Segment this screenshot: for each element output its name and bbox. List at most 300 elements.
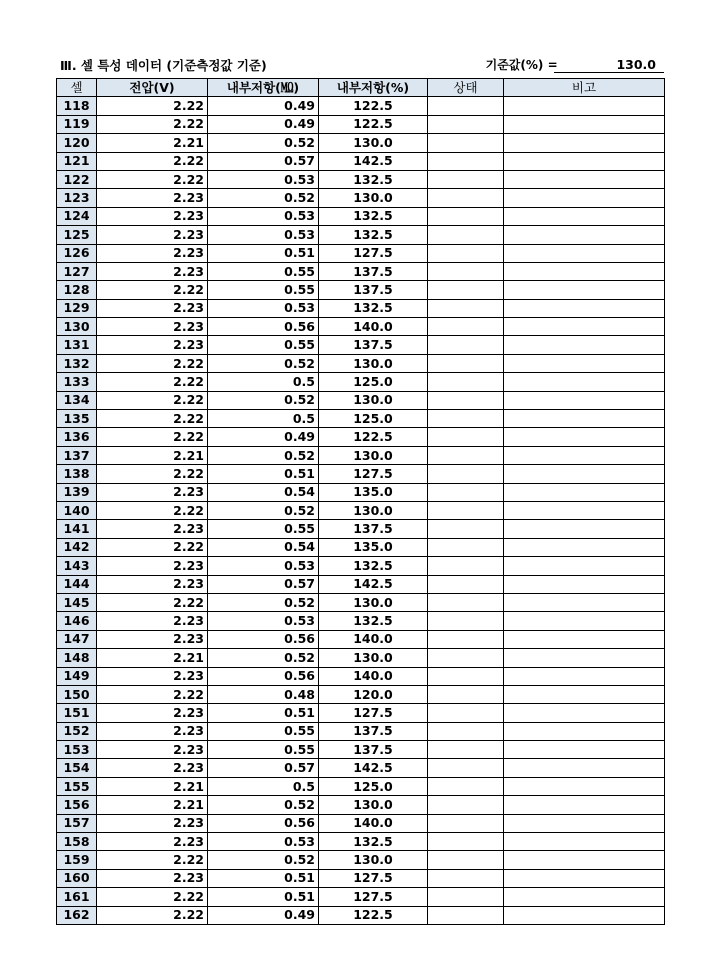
voltage-value: 2.23	[97, 557, 208, 575]
status-value	[428, 777, 504, 795]
remarks-value	[504, 685, 665, 703]
voltage-value: 2.23	[97, 741, 208, 759]
resistance-percent-value: 140.0	[319, 667, 428, 685]
resistance-value: 0.55	[208, 741, 319, 759]
table-row	[57, 612, 665, 630]
table-row	[57, 906, 665, 924]
table-row	[57, 115, 665, 133]
remarks-value	[504, 649, 665, 667]
status-value	[428, 612, 504, 630]
cell-number: 142	[57, 538, 97, 556]
remarks-value	[504, 446, 665, 464]
table-row	[57, 465, 665, 483]
table-row	[57, 538, 665, 556]
cell-number: 141	[57, 520, 97, 538]
status-value	[428, 906, 504, 924]
resistance-value: 0.53	[208, 207, 319, 225]
resistance-value: 0.53	[208, 170, 319, 188]
status-value	[428, 814, 504, 832]
resistance-percent-value: 127.5	[319, 244, 428, 262]
table-row	[57, 244, 665, 262]
resistance-percent-value: 130.0	[319, 649, 428, 667]
voltage-value: 2.22	[97, 538, 208, 556]
remarks-value	[504, 226, 665, 244]
table-row	[57, 299, 665, 317]
remarks-value	[504, 796, 665, 814]
cell-number: 126	[57, 244, 97, 262]
resistance-value: 0.51	[208, 704, 319, 722]
status-value	[428, 520, 504, 538]
resistance-percent-value: 125.0	[319, 410, 428, 428]
resistance-percent-value: 137.5	[319, 520, 428, 538]
table-row	[57, 373, 665, 391]
cell-number: 150	[57, 685, 97, 703]
voltage-value: 2.22	[97, 593, 208, 611]
voltage-value: 2.23	[97, 189, 208, 207]
cell-number: 152	[57, 722, 97, 740]
status-value	[428, 759, 504, 777]
resistance-value: 0.5	[208, 410, 319, 428]
cell-number: 134	[57, 391, 97, 409]
remarks-value	[504, 501, 665, 519]
resistance-value: 0.52	[208, 134, 319, 152]
remarks-value	[504, 833, 665, 851]
cell-number: 133	[57, 373, 97, 391]
resistance-percent-value: 127.5	[319, 704, 428, 722]
voltage-value: 2.21	[97, 649, 208, 667]
status-value	[428, 722, 504, 740]
status-value	[428, 557, 504, 575]
resistance-percent-value: 137.5	[319, 262, 428, 280]
resistance-percent-value: 130.0	[319, 796, 428, 814]
cell-number: 147	[57, 630, 97, 648]
status-value	[428, 796, 504, 814]
resistance-percent-value: 132.5	[319, 207, 428, 225]
remarks-value	[504, 115, 665, 133]
resistance-percent-value: 137.5	[319, 336, 428, 354]
status-value	[428, 593, 504, 611]
cell-number: 132	[57, 354, 97, 372]
resistance-value: 0.55	[208, 281, 319, 299]
remarks-value	[504, 483, 665, 501]
resistance-value: 0.56	[208, 814, 319, 832]
resistance-value: 0.53	[208, 226, 319, 244]
voltage-value: 2.22	[97, 115, 208, 133]
remarks-value	[504, 373, 665, 391]
table-row	[57, 888, 665, 906]
table-row	[57, 226, 665, 244]
status-value	[428, 244, 504, 262]
remarks-value	[504, 299, 665, 317]
status-value	[428, 134, 504, 152]
resistance-percent-value: 125.0	[319, 777, 428, 795]
resistance-value: 0.52	[208, 354, 319, 372]
resistance-percent-value: 130.0	[319, 189, 428, 207]
resistance-value: 0.49	[208, 97, 319, 115]
voltage-value: 2.22	[97, 152, 208, 170]
table-row	[57, 667, 665, 685]
status-value	[428, 446, 504, 464]
table-row	[57, 869, 665, 887]
cell-number: 146	[57, 612, 97, 630]
cell-number: 158	[57, 833, 97, 851]
cell-number: 151	[57, 704, 97, 722]
voltage-value: 2.23	[97, 667, 208, 685]
resistance-value: 0.55	[208, 262, 319, 280]
resistance-percent-value: 137.5	[319, 281, 428, 299]
remarks-value	[504, 520, 665, 538]
remarks-value	[504, 851, 665, 869]
voltage-value: 2.23	[97, 833, 208, 851]
reference-value-box	[486, 56, 664, 73]
resistance-percent-value: 137.5	[319, 741, 428, 759]
remarks-value	[504, 391, 665, 409]
resistance-value: 0.54	[208, 483, 319, 501]
voltage-value: 2.22	[97, 410, 208, 428]
voltage-value: 2.22	[97, 281, 208, 299]
resistance-percent-value: 132.5	[319, 226, 428, 244]
voltage-value: 2.22	[97, 851, 208, 869]
voltage-value: 2.23	[97, 814, 208, 832]
remarks-value	[504, 630, 665, 648]
remarks-value	[504, 593, 665, 611]
remarks-value	[504, 354, 665, 372]
cell-number: 145	[57, 593, 97, 611]
resistance-percent-value: 130.0	[319, 134, 428, 152]
voltage-value: 2.23	[97, 207, 208, 225]
voltage-value: 2.22	[97, 97, 208, 115]
cell-number: 149	[57, 667, 97, 685]
resistance-percent-value: 122.5	[319, 115, 428, 133]
voltage-value: 2.22	[97, 501, 208, 519]
table-row	[57, 704, 665, 722]
resistance-value: 0.56	[208, 318, 319, 336]
status-value	[428, 575, 504, 593]
table-row	[57, 207, 665, 225]
header-status: 상태	[428, 79, 504, 97]
remarks-value	[504, 428, 665, 446]
table-row	[57, 170, 665, 188]
resistance-percent-value: 122.5	[319, 428, 428, 446]
resistance-percent-value: 130.0	[319, 446, 428, 464]
status-value	[428, 428, 504, 446]
status-value	[428, 207, 504, 225]
resistance-percent-value: 127.5	[319, 465, 428, 483]
title-row	[58, 56, 664, 76]
remarks-value	[504, 667, 665, 685]
resistance-value: 0.53	[208, 557, 319, 575]
voltage-value: 2.22	[97, 354, 208, 372]
resistance-value: 0.55	[208, 722, 319, 740]
remarks-value	[504, 557, 665, 575]
remarks-value	[504, 262, 665, 280]
table-row	[57, 833, 665, 851]
resistance-percent-value: 140.0	[319, 630, 428, 648]
cell-number: 121	[57, 152, 97, 170]
status-value	[428, 410, 504, 428]
cell-number: 130	[57, 318, 97, 336]
status-value	[428, 97, 504, 115]
table-row	[57, 428, 665, 446]
status-value	[428, 685, 504, 703]
remarks-value	[504, 134, 665, 152]
voltage-value: 2.23	[97, 262, 208, 280]
status-value	[428, 704, 504, 722]
voltage-value: 2.22	[97, 391, 208, 409]
status-value	[428, 483, 504, 501]
cell-number: 138	[57, 465, 97, 483]
resistance-percent-value: 132.5	[319, 833, 428, 851]
resistance-value: 0.52	[208, 649, 319, 667]
resistance-percent-value: 132.5	[319, 612, 428, 630]
cell-number: 155	[57, 777, 97, 795]
cell-number: 159	[57, 851, 97, 869]
remarks-value	[504, 97, 665, 115]
voltage-value: 2.23	[97, 483, 208, 501]
cell-number: 161	[57, 888, 97, 906]
table-row	[57, 649, 665, 667]
resistance-value: 0.55	[208, 336, 319, 354]
table-row	[57, 410, 665, 428]
resistance-percent-value: 130.0	[319, 391, 428, 409]
remarks-value	[504, 465, 665, 483]
resistance-value: 0.49	[208, 115, 319, 133]
cell-number: 118	[57, 97, 97, 115]
table-row	[57, 759, 665, 777]
resistance-value: 0.52	[208, 796, 319, 814]
status-value	[428, 391, 504, 409]
voltage-value: 2.23	[97, 520, 208, 538]
resistance-value: 0.5	[208, 373, 319, 391]
resistance-percent-value: 122.5	[319, 97, 428, 115]
table-row	[57, 722, 665, 740]
remarks-value	[504, 704, 665, 722]
remarks-value	[504, 538, 665, 556]
voltage-value: 2.21	[97, 134, 208, 152]
header-resistance-percent: 내부저항(%)	[319, 79, 428, 97]
voltage-value: 2.22	[97, 465, 208, 483]
table-row	[57, 520, 665, 538]
reference-value: 130.0	[554, 57, 664, 73]
resistance-percent-value: 130.0	[319, 354, 428, 372]
voltage-value: 2.23	[97, 612, 208, 630]
resistance-value: 0.53	[208, 833, 319, 851]
cell-number: 136	[57, 428, 97, 446]
reference-label: 기준값(%) =	[485, 58, 558, 72]
voltage-value: 2.23	[97, 336, 208, 354]
cell-number: 143	[57, 557, 97, 575]
cell-number: 137	[57, 446, 97, 464]
table-row	[57, 189, 665, 207]
cell-number: 139	[57, 483, 97, 501]
cell-number: 123	[57, 189, 97, 207]
voltage-value: 2.23	[97, 630, 208, 648]
resistance-percent-value: 142.5	[319, 575, 428, 593]
resistance-value: 0.57	[208, 152, 319, 170]
resistance-value: 0.52	[208, 501, 319, 519]
voltage-value: 2.21	[97, 446, 208, 464]
status-value	[428, 649, 504, 667]
table-row	[57, 593, 665, 611]
table-row	[57, 446, 665, 464]
resistance-value: 0.51	[208, 888, 319, 906]
remarks-value	[504, 152, 665, 170]
header-cell: 셀	[57, 79, 97, 97]
voltage-value: 2.22	[97, 170, 208, 188]
resistance-value: 0.49	[208, 428, 319, 446]
resistance-value: 0.49	[208, 906, 319, 924]
table-row	[57, 281, 665, 299]
status-value	[428, 888, 504, 906]
status-value	[428, 115, 504, 133]
status-value	[428, 741, 504, 759]
voltage-value: 2.23	[97, 869, 208, 887]
remarks-value	[504, 170, 665, 188]
resistance-value: 0.52	[208, 189, 319, 207]
remarks-value	[504, 722, 665, 740]
resistance-value: 0.56	[208, 667, 319, 685]
voltage-value: 2.23	[97, 759, 208, 777]
remarks-value	[504, 336, 665, 354]
remarks-value	[504, 189, 665, 207]
resistance-value: 0.5	[208, 777, 319, 795]
voltage-value: 2.22	[97, 373, 208, 391]
resistance-percent-value: 130.0	[319, 501, 428, 519]
resistance-value: 0.52	[208, 446, 319, 464]
remarks-value	[504, 207, 665, 225]
cell-data-table	[56, 78, 665, 925]
cell-number: 154	[57, 759, 97, 777]
header-voltage: 전압(V)	[97, 79, 208, 97]
cell-number: 144	[57, 575, 97, 593]
voltage-value: 2.23	[97, 244, 208, 262]
table-row	[57, 630, 665, 648]
resistance-value: 0.53	[208, 612, 319, 630]
table-row	[57, 777, 665, 795]
resistance-percent-value: 127.5	[319, 888, 428, 906]
voltage-value: 2.23	[97, 318, 208, 336]
table-row	[57, 575, 665, 593]
cell-number: 124	[57, 207, 97, 225]
remarks-value	[504, 906, 665, 924]
cell-number: 125	[57, 226, 97, 244]
remarks-value	[504, 869, 665, 887]
table-row	[57, 796, 665, 814]
remarks-value	[504, 814, 665, 832]
status-value	[428, 152, 504, 170]
resistance-value: 0.48	[208, 685, 319, 703]
resistance-value: 0.54	[208, 538, 319, 556]
table-row	[57, 851, 665, 869]
status-value	[428, 630, 504, 648]
status-value	[428, 869, 504, 887]
resistance-percent-value: 137.5	[319, 722, 428, 740]
resistance-percent-value: 135.0	[319, 483, 428, 501]
voltage-value: 2.21	[97, 796, 208, 814]
status-value	[428, 833, 504, 851]
cell-number: 135	[57, 410, 97, 428]
status-value	[428, 373, 504, 391]
remarks-value	[504, 741, 665, 759]
voltage-value: 2.21	[97, 777, 208, 795]
resistance-value: 0.51	[208, 465, 319, 483]
resistance-percent-value: 127.5	[319, 869, 428, 887]
resistance-percent-value: 142.5	[319, 152, 428, 170]
table-row	[57, 152, 665, 170]
cell-number: 140	[57, 501, 97, 519]
resistance-value: 0.52	[208, 593, 319, 611]
table-row	[57, 134, 665, 152]
voltage-value: 2.23	[97, 704, 208, 722]
table-row	[57, 741, 665, 759]
resistance-percent-value: 130.0	[319, 851, 428, 869]
voltage-value: 2.23	[97, 226, 208, 244]
status-value	[428, 538, 504, 556]
cell-number: 128	[57, 281, 97, 299]
status-value	[428, 281, 504, 299]
status-value	[428, 501, 504, 519]
remarks-value	[504, 777, 665, 795]
resistance-value: 0.51	[208, 244, 319, 262]
table-row	[57, 354, 665, 372]
resistance-value: 0.53	[208, 299, 319, 317]
resistance-value: 0.51	[208, 869, 319, 887]
table-row	[57, 814, 665, 832]
remarks-value	[504, 612, 665, 630]
resistance-value: 0.57	[208, 575, 319, 593]
table-row	[57, 262, 665, 280]
cell-number: 160	[57, 869, 97, 887]
cell-number: 119	[57, 115, 97, 133]
table-row	[57, 501, 665, 519]
voltage-value: 2.22	[97, 685, 208, 703]
status-value	[428, 336, 504, 354]
status-value	[428, 262, 504, 280]
voltage-value: 2.23	[97, 575, 208, 593]
resistance-value: 0.52	[208, 391, 319, 409]
cell-number: 120	[57, 134, 97, 152]
cell-number: 153	[57, 741, 97, 759]
table-row	[57, 97, 665, 115]
status-value	[428, 299, 504, 317]
resistance-percent-value: 135.0	[319, 538, 428, 556]
resistance-percent-value: 130.0	[319, 593, 428, 611]
resistance-percent-value: 122.5	[319, 906, 428, 924]
resistance-value: 0.52	[208, 851, 319, 869]
remarks-value	[504, 318, 665, 336]
voltage-value: 2.23	[97, 299, 208, 317]
cell-number: 131	[57, 336, 97, 354]
status-value	[428, 354, 504, 372]
resistance-percent-value: 142.5	[319, 759, 428, 777]
cell-number: 122	[57, 170, 97, 188]
voltage-value: 2.22	[97, 906, 208, 924]
table-row	[57, 685, 665, 703]
page-title: Ⅲ. 셀 특성 데이터 (기준측정값 기준)	[60, 58, 267, 73]
cell-number: 157	[57, 814, 97, 832]
resistance-percent-value: 132.5	[319, 170, 428, 188]
cell-number: 148	[57, 649, 97, 667]
cell-number: 129	[57, 299, 97, 317]
resistance-percent-value: 132.5	[319, 299, 428, 317]
table-row	[57, 318, 665, 336]
header-remarks: 비고	[504, 79, 665, 97]
remarks-value	[504, 888, 665, 906]
remarks-value	[504, 244, 665, 262]
voltage-value: 2.22	[97, 888, 208, 906]
status-value	[428, 318, 504, 336]
table-row	[57, 391, 665, 409]
